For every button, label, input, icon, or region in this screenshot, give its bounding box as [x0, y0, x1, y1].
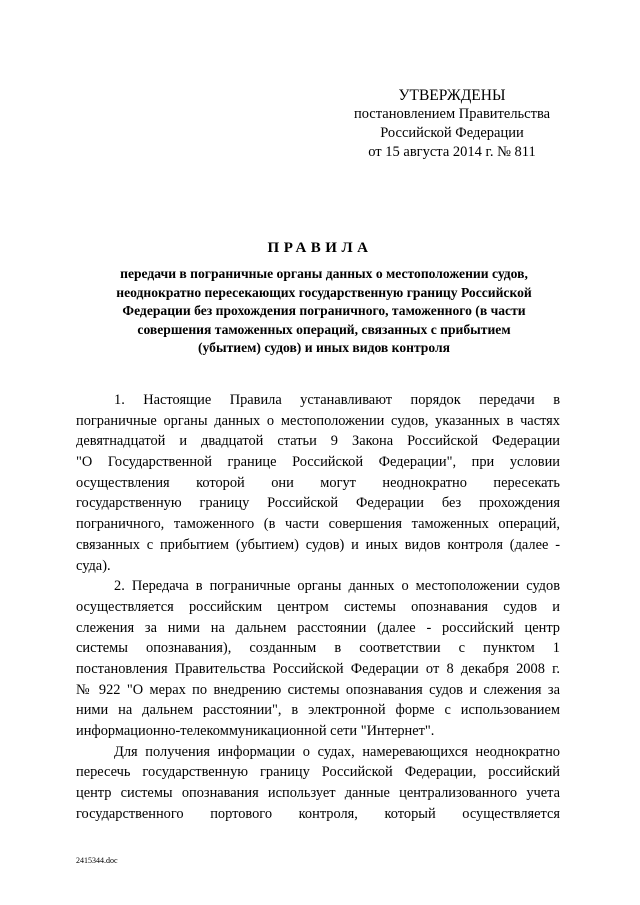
body-line: постановления Правительства Российской Федерации от 8 декабря 2008 г. [76, 660, 560, 677]
approval-date-number: от 15 августа 2014 г. № 811 [368, 144, 536, 160]
body-line: 1. Настоящие Правила устанавливают порядок передачи в [114, 392, 560, 408]
body-line: "О Государственной границе Российской Федерации", при условии [76, 454, 560, 471]
file-name-footer: 2415344.doc [76, 856, 118, 865]
subtitle-line: Федерации без прохождения пограничного, таможенного (в части [122, 303, 526, 319]
body-line: пограничные органы данных о местоположении судов, указанных в частях [76, 412, 560, 429]
body-line: информационно-телекоммуникационной сети "Интернет". [76, 723, 435, 739]
approval-decree: постановлением Правительства [353, 106, 551, 122]
body-line: девятнадцатой и двадцатой статьи 9 Закона Российской Федерации [76, 433, 560, 450]
body-line: центр системы опознавания использует данные централизованного учета [76, 785, 560, 802]
subtitle-line: неоднократно пересекающих государственную границу Российской [116, 284, 532, 300]
approval-heading: УТВЕРЖДЕНЫ [398, 87, 506, 104]
body-line: суда). [76, 557, 111, 574]
body-line: № 922 "О мерах по внедрению системы опознавания судов и слежения за [76, 681, 560, 698]
subtitle-line: совершения таможенных операций, связанных с прибытием [137, 321, 511, 337]
body-line: связанных с прибытием (убытием) судов) и иных видов контроля (далее - [76, 536, 560, 553]
body-line: пересечь государственную границу Российской Федерации, российский [76, 764, 560, 781]
subtitle-line: (убытием) судов) и иных видов контроля [198, 340, 450, 356]
document-subtitle [90, 265, 558, 358]
document-title: ПРАВИЛА [267, 240, 373, 256]
body-line: Для получения информации о судах, намеревающихся неоднократно [114, 743, 560, 760]
body-line: пограничного, таможенного (в части совершения таможенных операций, [76, 516, 560, 533]
body-line: ними на дальнем расстоянии", в электронной форме с использованием [76, 702, 560, 719]
body-line: слежения за ними на дальнем расстоянии (далее - российский центр [76, 619, 560, 636]
body-line: государственного портового контроля, который осуществляется [76, 805, 560, 822]
approval-government: Российской Федерации [380, 125, 524, 141]
approval-block [330, 86, 574, 162]
subtitle-line: передачи в пограничные органы данных о местоположении судов, [120, 266, 528, 281]
body-line: государственную границу Российской Федерации без прохождения [76, 495, 560, 512]
document-body [76, 390, 560, 824]
body-line: системы опознавания), созданным в соответствии с пунктом 1 [76, 640, 560, 657]
body-line: осуществляется российским центром системы опознавания судов и [76, 598, 560, 615]
body-line: осуществления которой они могут неоднократно пересекать [76, 474, 560, 491]
body-line: 2. Передача в пограничные органы данных о местоположении судов [114, 578, 560, 595]
